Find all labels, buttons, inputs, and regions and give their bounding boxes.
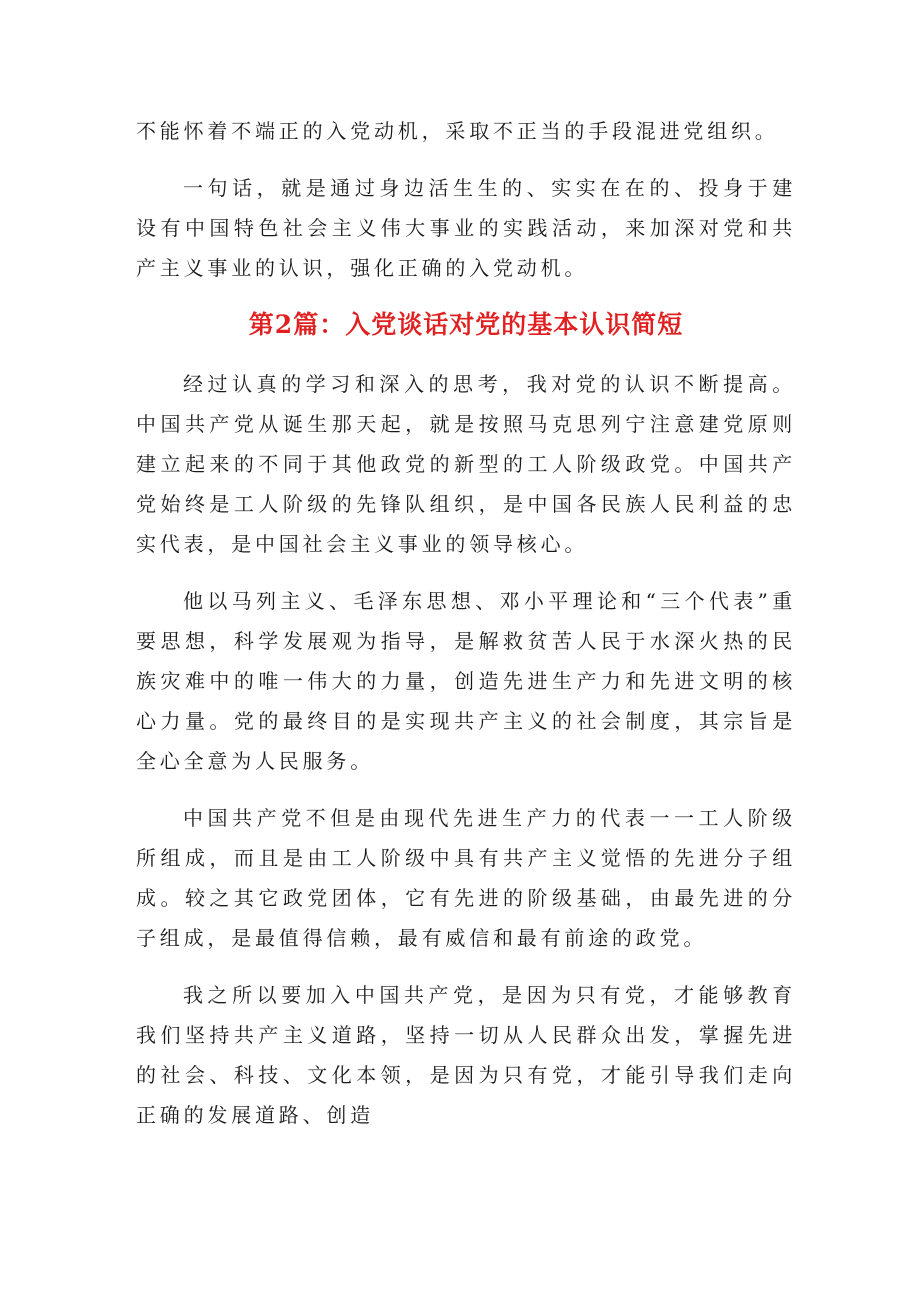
paragraph-1: 经过认真的学习和深入的思考，我对党的认识不断提高。中国共产党从诞生那天起，就是按照马克思列宁注意建党原则建立起来的不同于其他政党的新型的工人阶级政党。中国共产党始终是工人阶级的先锋队组织，是中国各民族人民利益的忠实代表，是中国社会主义事业的领导核心。 xyxy=(136,372,796,556)
paragraph-4: 我之所以要加入中国共产党，是因为只有党，才能够教育我们坚持共产主义道路，坚持一切从人民群众出发，掌握先进的社会、科技、文化本领，是因为只有党，才能引导我们走向正确的发展道路、创造 xyxy=(136,983,796,1127)
paragraph-3: 中国共产党不但是由现代先进生产力的代表一一工人阶级所组成，而且是由工人阶级中具有共产主义觉悟的先进分子组成。较之其它政党团体，它有先进的阶级基础，由最先进的分子组成，是最值得信赖，最有威信和最有前途的政党。 xyxy=(136,806,796,950)
paragraph-continuation: 不能怀着不端正的入党动机，采取不正当的手段混进党组织。 xyxy=(136,119,779,143)
section-heading: 第2篇：入党谈话对党的基本认识简短 xyxy=(248,310,684,339)
paragraph-2: 他以马列主义、毛泽东思想、邓小平理论和“三个代表”重要思想，科学发展观为指导，是解救贫苦人民于水深火热的民族灾难中的唯一伟大的力量，创造先进生产力和先进文明的核心力量。党的最终目的是实现共产主义的社会制度，其宗旨是全心全意为人民服务。 xyxy=(136,589,796,773)
document-body xyxy=(136,111,796,1152)
paragraph-summary: 一句话，就是通过身边活生生的、实实在在的、投身于建设有中国特色社会主义伟大事业的实践活动，来加深对党和共产主义事业的认识，强化正确的入党动机。 xyxy=(136,176,796,280)
